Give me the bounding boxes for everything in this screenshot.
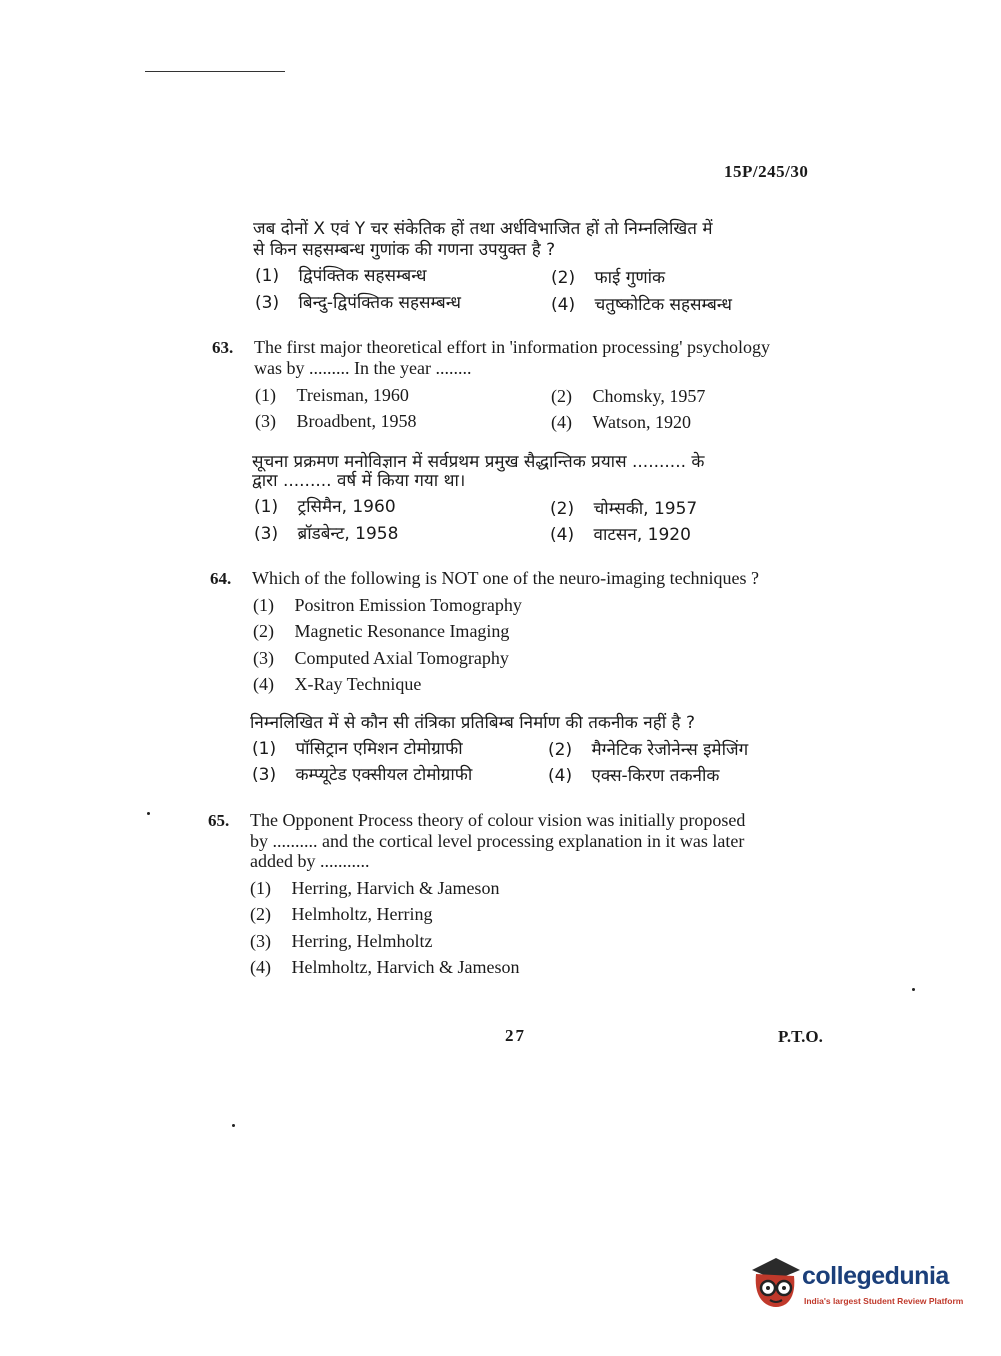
q63-number: 63. [212, 338, 234, 357]
option-number: (2) [250, 904, 271, 924]
q63-option-4 [551, 412, 691, 433]
option-text: Treisman, 1960 [296, 385, 409, 405]
option-number: (3) [254, 524, 279, 544]
option-text: Watson, 1920 [592, 412, 692, 432]
option-text: वाटसन, 1920 [593, 525, 691, 545]
option-text: पॉसिट्रान एमिशन टोमोग्राफी [295, 739, 463, 759]
collegedunia-watermark [742, 1250, 972, 1320]
top-rule [145, 71, 285, 72]
q64-hindi-option-1 [252, 736, 463, 759]
option-text: एक्स-किरण तकनीक [591, 766, 720, 786]
scan-speck [912, 988, 915, 991]
q63-hindi-option-4 [550, 522, 691, 545]
brand-name: collegedunia [802, 1262, 949, 1290]
q63-option-1 [255, 385, 409, 406]
q63-hindi-line1: सूचना प्रक्रमण मनोविज्ञान में सर्वप्रथम प्रमुख सैद्धान्तिक प्रयास .......... के [252, 452, 705, 472]
option-number: (2) [548, 740, 573, 760]
option-text: कम्प्यूटेड एक्सीयल टोमोग्राफी [295, 765, 473, 785]
option-text: चोम्सकी, 1957 [593, 499, 698, 519]
q64-option-4 [253, 674, 421, 695]
option-text: Herring, Harvich & Jameson [291, 878, 500, 898]
q64-number: 64. [210, 569, 232, 588]
page-number: 27 [505, 1026, 526, 1045]
option-number: (1) [255, 266, 280, 286]
q63-option-2 [551, 386, 705, 407]
q64-option-2 [253, 621, 509, 642]
option-number: (1) [252, 739, 277, 759]
option-text: Herring, Helmholtz [291, 931, 433, 951]
q64-hindi-option-4 [548, 763, 719, 786]
q62-hindi-line1: जब दोनों X एवं Y चर संकेतिक हों तथा अर्धविभाजित हों तो निम्नलिखित में [253, 219, 713, 239]
option-text: चतुष्कोटिक सहसम्बन्ध [594, 295, 732, 315]
option-number: (4) [548, 766, 573, 786]
q64-line1: Which of the following is NOT one of the neuro-imaging techniques ? [252, 568, 760, 588]
q65-option-2 [250, 904, 432, 925]
brand-tagline: India's largest Student Review Platform [804, 1296, 964, 1306]
q64-hindi-option-2 [548, 737, 748, 760]
option-number: (2) [550, 499, 575, 519]
q62-option-1 [255, 263, 426, 286]
option-number: (1) [250, 878, 271, 898]
q62-option-4 [551, 292, 732, 315]
option-number: (3) [252, 765, 277, 785]
option-text: ट्रसिमैन, 1960 [297, 497, 396, 517]
scan-speck [147, 812, 150, 815]
q62-option-3 [255, 290, 461, 313]
option-number: (2) [551, 386, 572, 406]
option-text: Positron Emission Tomography [294, 595, 522, 615]
q63-option-3 [255, 411, 416, 432]
q65-line3: added by ........... [250, 851, 370, 871]
q65-line1: The Opponent Process theory of colour vision was initially proposed [250, 810, 746, 830]
option-text: फाई गुणांक [594, 268, 666, 288]
q62-option-2 [551, 265, 665, 288]
option-number: (4) [551, 295, 576, 315]
option-number: (4) [550, 525, 575, 545]
option-text: ब्रॉडबेन्ट, 1958 [297, 524, 399, 544]
option-text: Magnetic Resonance Imaging [294, 621, 510, 641]
option-text: Helmholtz, Herring [291, 904, 433, 924]
paper-code: 15P/245/30 [724, 162, 809, 181]
q65-option-4 [250, 957, 519, 978]
option-text: X-Ray Technique [294, 674, 422, 694]
option-text: Broadbent, 1958 [296, 411, 417, 431]
option-number: (3) [255, 411, 276, 431]
q65-line2: by .......... and the cortical level processing explanation in it was later [250, 831, 745, 851]
q64-option-3 [253, 648, 509, 669]
option-number: (4) [250, 957, 271, 977]
q64-hindi-line1: निम्नलिखित में से कौन सी तंत्रिका प्रतिबिम्ब निर्माण की तकनीक नहीं है ? [250, 713, 695, 733]
q65-option-1 [250, 878, 499, 899]
option-text: Computed Axial Tomography [294, 648, 509, 668]
q65-option-3 [250, 931, 432, 952]
q63-hindi-line2: द्वारा ......... वर्ष में किया गया था। [252, 471, 466, 491]
q63-hindi-option-3 [254, 521, 398, 544]
scan-speck [232, 1124, 235, 1127]
q64-hindi-option-3 [252, 762, 472, 785]
option-text: द्विपंक्तिक सहसम्बन्ध [298, 266, 427, 286]
q64-option-1 [253, 595, 522, 616]
option-number: (2) [551, 268, 576, 288]
option-number: (3) [250, 931, 271, 951]
option-number: (3) [253, 648, 274, 668]
mascot-logo-icon [742, 1252, 804, 1314]
option-number: (3) [255, 293, 280, 313]
pto-label: P.T.O. [778, 1027, 823, 1046]
option-number: (1) [253, 595, 274, 615]
option-text: मैग्नेटिक रेजोनेन्स इमेजिंग [591, 740, 749, 760]
option-number: (1) [255, 385, 276, 405]
option-text: Chomsky, 1957 [592, 386, 706, 406]
option-number: (2) [253, 621, 274, 641]
q63-hindi-option-1 [254, 494, 396, 517]
option-number: (1) [254, 497, 279, 517]
option-text: Helmholtz, Harvich & Jameson [291, 957, 520, 977]
q63-hindi-option-2 [550, 496, 697, 519]
option-number: (4) [551, 412, 572, 432]
q63-line2: was by ......... In the year ........ [254, 358, 472, 378]
q65-number: 65. [208, 811, 230, 830]
q63-line1: The first major theoretical effort in 'information processing' psychology [254, 337, 771, 357]
option-text: बिन्दु-द्विपंक्तिक सहसम्बन्ध [298, 293, 461, 313]
option-number: (4) [253, 674, 274, 694]
q62-hindi-line2: से किन सहसम्बन्ध गुणांक की गणना उपयुक्त है ? [253, 240, 556, 260]
